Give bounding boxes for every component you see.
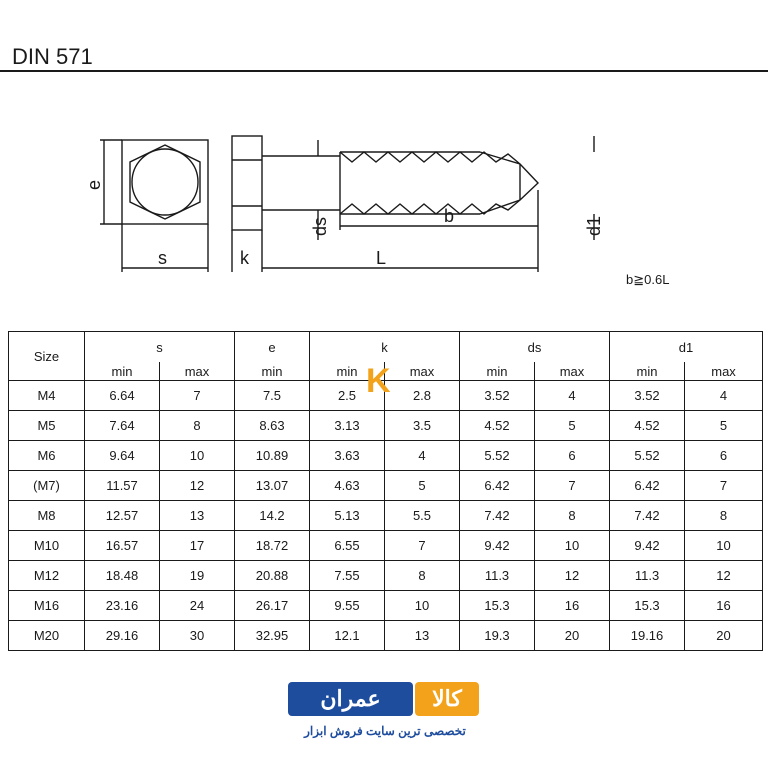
size-cell: M12: [9, 561, 85, 591]
value-cell: 10: [160, 441, 235, 471]
value-cell: 8: [685, 501, 763, 531]
value-cell: 9.55: [310, 591, 385, 621]
table-row: [9, 411, 763, 441]
value-cell: 12: [535, 561, 610, 591]
subheader-min: min: [235, 362, 310, 381]
value-cell: 3.5: [385, 411, 460, 441]
value-cell: 2.5: [310, 381, 385, 411]
table-row: [9, 441, 763, 471]
value-cell: 26.17: [235, 591, 310, 621]
value-cell: 7.42: [610, 501, 685, 531]
value-cell: 4: [385, 441, 460, 471]
value-cell: 7: [385, 531, 460, 561]
thread-bottom: [340, 200, 520, 214]
value-cell: 30: [160, 621, 235, 651]
value-cell: 6: [535, 441, 610, 471]
value-cell: 15.3: [610, 591, 685, 621]
subheader-max: max: [685, 362, 763, 381]
dim-label-ds: ds: [310, 216, 330, 236]
value-cell: 23.16: [85, 591, 160, 621]
value-cell: 24: [160, 591, 235, 621]
value-cell: 8.63: [235, 411, 310, 441]
group-header-ds: ds: [460, 332, 610, 363]
value-cell: 10: [385, 591, 460, 621]
size-cell: M20: [9, 621, 85, 651]
value-cell: 7: [685, 471, 763, 501]
value-cell: 3.52: [460, 381, 535, 411]
value-cell: 9.42: [460, 531, 535, 561]
value-cell: 19.3: [460, 621, 535, 651]
dim-label-L: L: [376, 248, 387, 268]
group-header-k: k: [310, 332, 460, 363]
group-header-s: s: [85, 332, 235, 363]
value-cell: 7.64: [85, 411, 160, 441]
size-cell: M16: [9, 591, 85, 621]
watermark-letter: K: [366, 362, 391, 400]
value-cell: 3.63: [310, 441, 385, 471]
dim-label-s: s: [158, 248, 167, 268]
value-cell: 5.52: [610, 441, 685, 471]
thread-top: [340, 152, 520, 164]
value-cell: 10: [535, 531, 610, 561]
value-cell: 4.52: [610, 411, 685, 441]
dim-label-e: e: [84, 179, 104, 190]
logo-name-part1: عمران: [288, 682, 413, 716]
value-cell: 16: [685, 591, 763, 621]
value-cell: 19.16: [610, 621, 685, 651]
subheader-min: min: [85, 362, 160, 381]
value-cell: 15.3: [460, 591, 535, 621]
value-cell: 4: [535, 381, 610, 411]
value-cell: 18.48: [85, 561, 160, 591]
value-cell: 4.52: [460, 411, 535, 441]
size-cell: (M7): [9, 471, 85, 501]
subheader-min: min: [310, 362, 385, 381]
logo-tagline: تخصصی ترین سایت فروش ابزار: [304, 724, 466, 738]
table-row: [9, 471, 763, 501]
size-cell: M10: [9, 531, 85, 561]
value-cell: 8: [535, 501, 610, 531]
value-cell: 9.42: [610, 531, 685, 561]
page-title: DIN 571: [12, 44, 93, 69]
value-cell: 16.57: [85, 531, 160, 561]
value-cell: 9.64: [85, 441, 160, 471]
value-cell: 6.64: [85, 381, 160, 411]
value-cell: 11.57: [85, 471, 160, 501]
table-row: [9, 621, 763, 651]
table-body: [9, 381, 763, 651]
logo-name-part2: کالا: [415, 682, 479, 716]
value-cell: 7.5: [235, 381, 310, 411]
table-row: [9, 591, 763, 621]
size-cell: M8: [9, 501, 85, 531]
value-cell: 8: [385, 561, 460, 591]
size-cell: M5: [9, 411, 85, 441]
value-cell: 6: [685, 441, 763, 471]
thread-tip: [480, 152, 538, 214]
value-cell: 14.2: [235, 501, 310, 531]
value-cell: 10: [685, 531, 763, 561]
value-cell: 5: [685, 411, 763, 441]
brand-logo: [285, 678, 485, 748]
title-divider: [0, 70, 768, 72]
value-cell: 16: [535, 591, 610, 621]
subheader-max: max: [535, 362, 610, 381]
hex-head-circle: [132, 149, 198, 215]
bolt-head-side: [232, 136, 262, 230]
value-cell: 10.89: [235, 441, 310, 471]
subheader-max: max: [160, 362, 235, 381]
value-cell: 12.1: [310, 621, 385, 651]
group-header-d1: d1: [610, 332, 763, 363]
size-cell: M4: [9, 381, 85, 411]
value-cell: 18.72: [235, 531, 310, 561]
value-cell: 29.16: [85, 621, 160, 651]
value-cell: 6.42: [460, 471, 535, 501]
size-header: Size: [9, 332, 85, 381]
value-cell: 7.42: [460, 501, 535, 531]
value-cell: 4: [685, 381, 763, 411]
dim-label-b: b: [444, 206, 455, 226]
value-cell: 12.57: [85, 501, 160, 531]
value-cell: 20.88: [235, 561, 310, 591]
value-cell: 11.3: [460, 561, 535, 591]
subheader-min: min: [610, 362, 685, 381]
value-cell: 7: [160, 381, 235, 411]
value-cell: 5: [535, 411, 610, 441]
subheader-max: max: [385, 362, 460, 381]
table-row: [9, 561, 763, 591]
value-cell: 8: [160, 411, 235, 441]
value-cell: 13.07: [235, 471, 310, 501]
value-cell: 5.13: [310, 501, 385, 531]
hex-head-outline: [130, 145, 200, 219]
value-cell: 7.55: [310, 561, 385, 591]
bolt-drawing: [0, 100, 768, 300]
value-cell: 4.63: [310, 471, 385, 501]
dim-label-d1: d1: [584, 215, 604, 236]
value-cell: 6.55: [310, 531, 385, 561]
value-cell: 11.3: [610, 561, 685, 591]
value-cell: 20: [535, 621, 610, 651]
value-cell: 19: [160, 561, 235, 591]
value-cell: 5: [385, 471, 460, 501]
value-cell: 12: [685, 561, 763, 591]
value-cell: 17: [160, 531, 235, 561]
value-cell: 3.52: [610, 381, 685, 411]
table-row: [9, 501, 763, 531]
value-cell: 13: [385, 621, 460, 651]
value-cell: 32.95: [235, 621, 310, 651]
value-cell: 2.8: [385, 381, 460, 411]
value-cell: 13: [160, 501, 235, 531]
value-cell: 3.13: [310, 411, 385, 441]
table-row: [9, 531, 763, 561]
group-header-e: e: [235, 332, 310, 363]
dim-label-k: k: [240, 248, 249, 268]
hex-head-frame: [122, 140, 208, 224]
value-cell: 20: [685, 621, 763, 651]
value-cell: 12: [160, 471, 235, 501]
value-cell: 5.52: [460, 441, 535, 471]
thread-length-note: b≧0.6L: [626, 272, 670, 287]
value-cell: 6.42: [610, 471, 685, 501]
size-cell: M6: [9, 441, 85, 471]
value-cell: 7: [535, 471, 610, 501]
value-cell: 5.5: [385, 501, 460, 531]
subheader-min: min: [460, 362, 535, 381]
